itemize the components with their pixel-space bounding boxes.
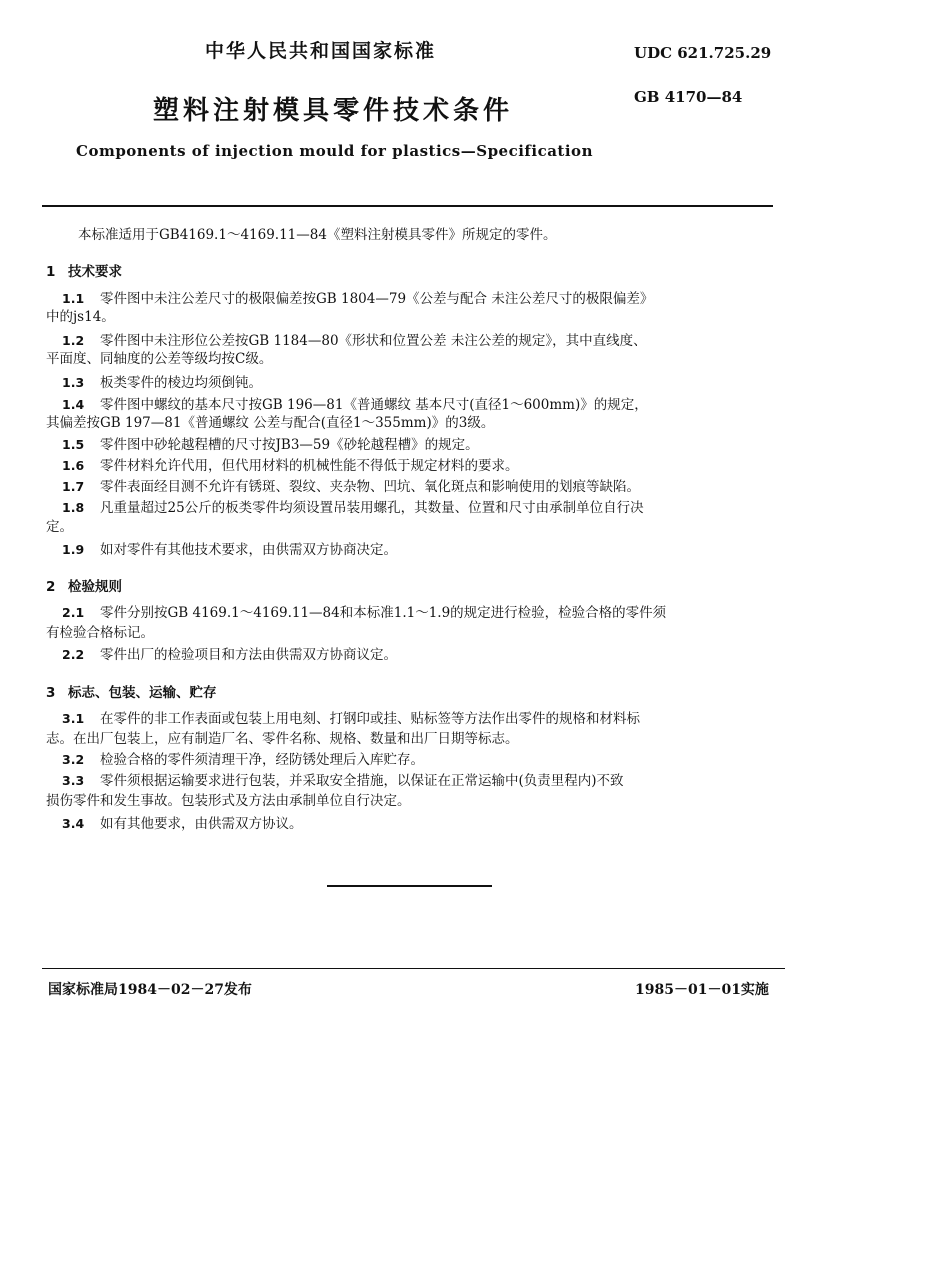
clause-item [62,710,640,728]
clause-number: 1.4 [62,397,85,412]
clause-text: 零件图中砂轮越程槽的尺寸按JB3—59《砂轮越程槽》的规定。 [100,437,479,453]
clause-number: 2.1 [62,605,85,620]
clause-text-continued: 平面度、同轴度的公差等级均按C级。 [46,351,273,367]
clause-text: 零件表面经目测不允许有锈斑、裂纹、夹杂物、凹坑、氧化斑点和影响使用的划痕等缺陷。 [100,479,640,495]
clause-number: 1.6 [62,458,85,473]
clause-item [62,604,666,622]
clause-number: 1.9 [62,542,85,557]
intro-paragraph: 本标准适用于GB4169.1～4169.11—84《塑料注射模具零件》所规定的零件。 [78,227,557,243]
section-number: 2 [46,579,56,595]
clause-text: 零件分别按GB 4169.1～4169.11—84和本标准1.1～1.9的规定进行检验，检验合格的零件须 [100,605,667,621]
clause-number: 3.2 [62,752,85,767]
clause-item [62,457,519,475]
clause-text-continued: 定。 [46,519,73,535]
clause-text: 零件材料允许代用，但代用材料的机械性能不得低于规定材料的要求。 [100,458,519,474]
page-title-english: Components of injection mould for plastics—Specification [76,142,593,160]
section-heading [46,260,122,280]
clause-text-continued: 中的js14。 [46,309,115,325]
clause-text: 零件图中未注公差尺寸的极限偏差按GB 1804—79《公差与配合 未注公差尺寸的极限偏差》 [100,291,654,307]
effective-date: 1985－01－01实施 [635,982,769,998]
clause-text-continued: 志。在出厂包装上，应有制造厂名、零件名称、规格、数量和出厂日期等标志。 [46,731,519,747]
clause-number: 1.2 [62,333,85,348]
clause-text: 检验合格的零件须清理干净，经防锈处理后入库贮存。 [100,752,424,768]
end-divider [327,885,492,887]
clause-number: 3.1 [62,711,85,726]
clause-item [62,436,479,454]
clause-text: 零件图中未注形位公差按GB 1184—80《形状和位置公差 未注公差的规定》，其中直线度、 [100,333,647,349]
clause-text: 如有其他要求，由供需双方协议。 [100,816,303,832]
clause-text-continued: 其偏差按GB 197—81《普通螺纹 公差与配合(直径1～355mm)》的3级。 [46,415,495,431]
clause-item [62,815,303,833]
gb-code: GB 4170—84 [634,88,743,106]
clause-text-continued: 有检验合格标记。 [46,625,154,641]
clause-text: 板类零件的棱边均须倒钝。 [100,375,262,391]
clause-number: 3.4 [62,816,85,831]
standard-label: 中华人民共和国国家标准 [205,40,437,62]
footer-divider [42,968,785,969]
clause-text: 凡重量超过25公斤的板类零件均须设置吊装用螺孔，其数量、位置和尺寸由承制单位自行决 [100,500,644,516]
clause-number: 1.8 [62,500,85,515]
clause-text: 在零件的非工作表面或包装上用电刻、打钢印或挂、贴标签等方法作出零件的规格和材料标 [100,711,640,727]
clause-text: 零件图中螺纹的基本尺寸按GB 196—81《普通螺纹 基本尺寸(直径1～600mm)》的规定， [100,397,648,413]
clause-text-continued: 损伤零件和发生事故。包装形式及方法由承制单位自行决定。 [46,793,411,809]
clause-number: 1.1 [62,291,85,306]
clause-text: 零件须根据运输要求进行包装，并采取安全措施，以保证在正常运输中(负责里程内)不致 [100,773,624,789]
clause-item [62,332,647,350]
clause-item [62,499,644,517]
section-title: 技术要求 [68,264,122,280]
clause-number: 1.7 [62,479,85,494]
clause-number: 3.3 [62,773,85,788]
section-title: 检验规则 [68,579,122,595]
clause-number: 2.2 [62,647,85,662]
section-heading [46,575,122,595]
clause-number: 1.3 [62,375,85,390]
clause-item [62,374,262,392]
clause-item [62,646,397,664]
clause-text: 零件出厂的检验项目和方法由供需双方协商议定。 [100,647,397,663]
section-number: 1 [46,264,56,280]
clause-item [62,396,648,414]
clause-item [62,751,424,769]
udc-code: UDC 621.725.29 [634,44,772,62]
clause-item [62,541,397,559]
clause-item [62,772,624,790]
clause-item [62,478,640,496]
section-number: 3 [46,685,56,701]
section-title: 标志、包装、运输、贮存 [68,685,217,701]
clause-text: 如对零件有其他技术要求，由供需双方协商决定。 [100,542,397,558]
clause-number: 1.5 [62,437,85,452]
header-divider [42,205,773,207]
section-heading [46,681,217,701]
issue-date: 国家标准局1984－02－27发布 [48,982,252,998]
page-title: 塑料注射模具零件技术条件 [153,96,514,126]
clause-item [62,290,653,308]
